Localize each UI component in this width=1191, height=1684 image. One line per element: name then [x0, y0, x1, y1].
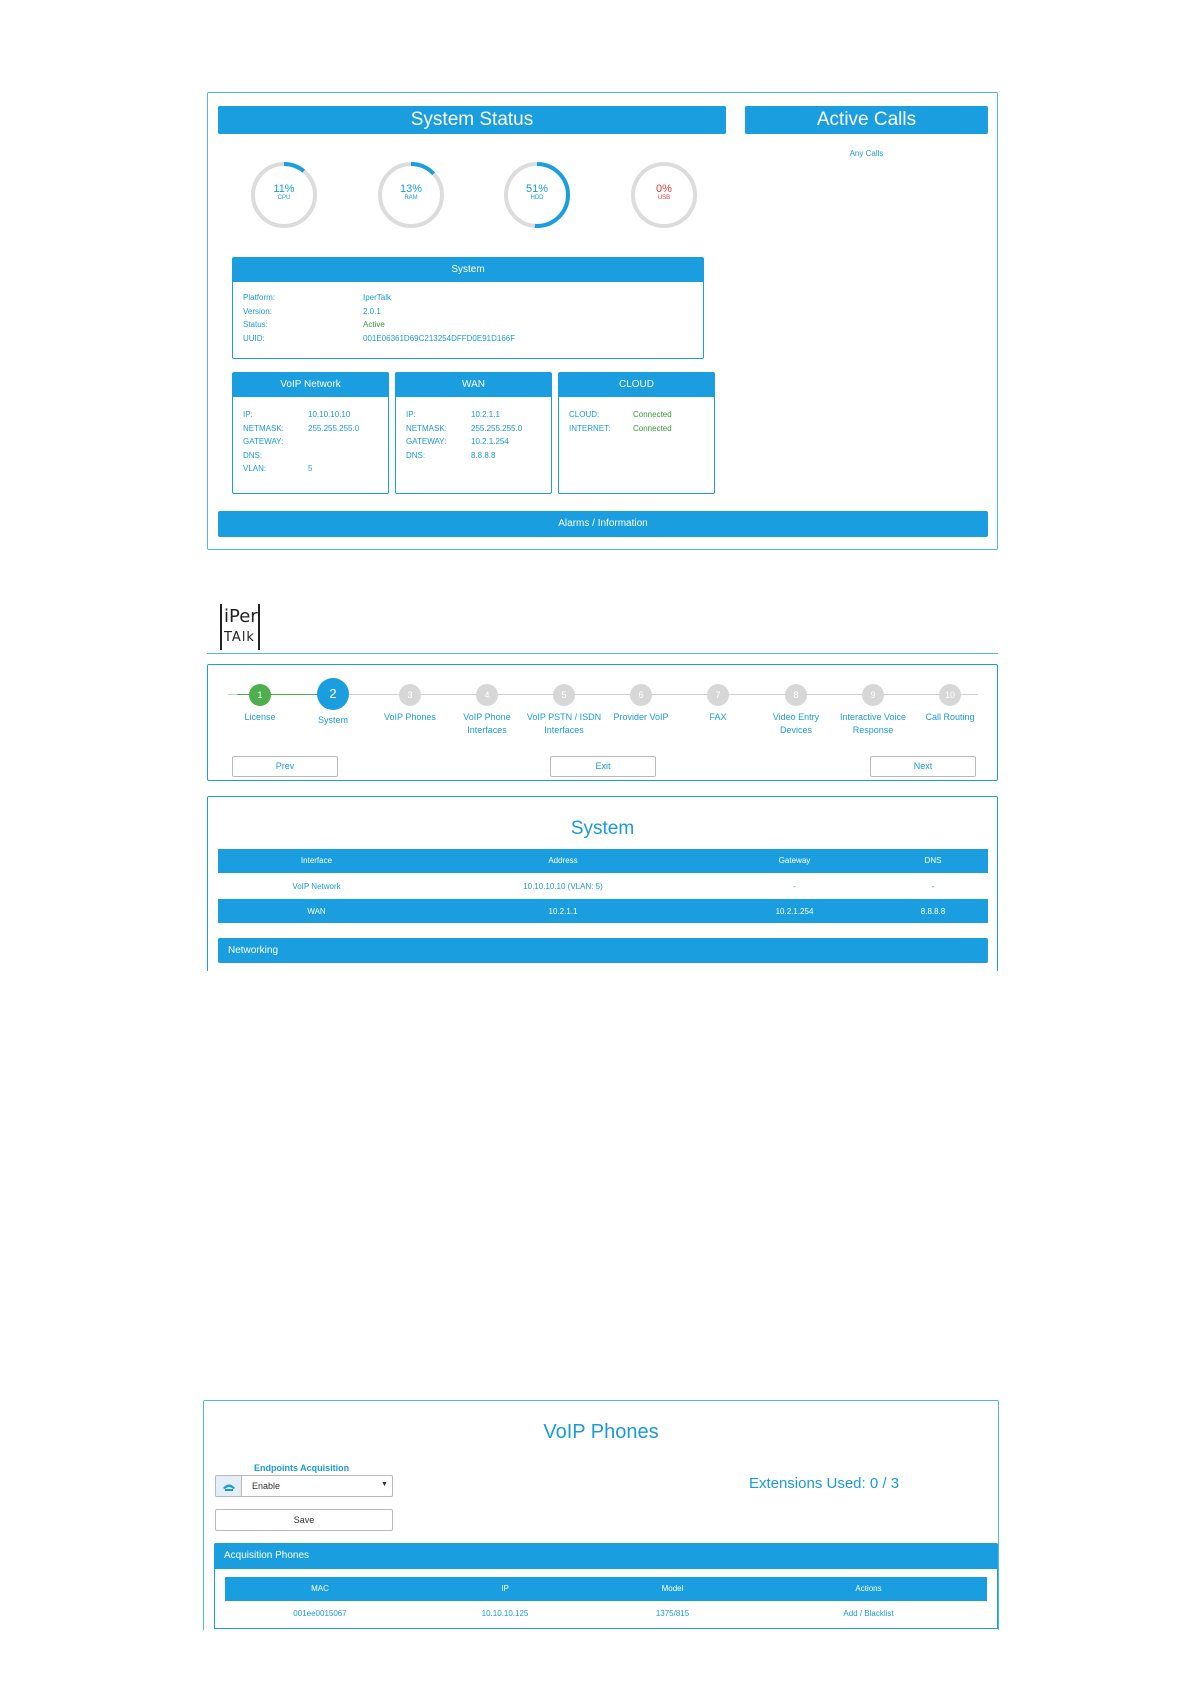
system-info-panel [232, 257, 704, 359]
kv-value: 255.255.255.0 [471, 423, 523, 433]
endpoints-select[interactable] [215, 1475, 393, 1497]
save-button[interactable]: Save [215, 1509, 393, 1531]
table-row [218, 899, 988, 923]
step-3-label[interactable]: VoIP Phones [384, 712, 436, 722]
step-7-circle[interactable]: 7 [707, 684, 729, 706]
col-interface-header: Interface [300, 856, 333, 865]
gauge-label: HDD [530, 195, 544, 201]
acquisition-phones-panel [214, 1569, 998, 1629]
kv-key: UUID: [243, 333, 265, 343]
system-info-title: System [233, 258, 703, 282]
gauge-label: USB [657, 195, 671, 201]
endpoints-acquisition-label: Endpoints Acquisition [254, 1463, 350, 1473]
gauge-value: 11% [273, 183, 295, 195]
cell-model: 1375/815 [655, 1609, 690, 1618]
kv-key: GATEWAY: [243, 437, 284, 446]
kv-key: DNS: [243, 450, 263, 460]
step-4-circle[interactable]: 4 [476, 684, 498, 706]
kv-value: Connected [633, 423, 672, 433]
gauge-label: RAM [404, 195, 418, 201]
gauge-ram [377, 161, 445, 229]
kv-key: IP: [243, 410, 253, 419]
col-actions-header: Actions [855, 1584, 882, 1593]
gauge-value: 51% [525, 183, 549, 195]
step-2-label[interactable]: System [317, 715, 348, 725]
cell-dns: - [931, 882, 935, 891]
kv-value: 8.8.8.8 [471, 450, 496, 460]
kv-key: DNS: [406, 450, 426, 460]
cloud-title: CLOUD [559, 373, 714, 397]
voip-network-title: VoIP Network [233, 373, 388, 397]
prev-button[interactable]: Prev [232, 756, 338, 777]
kv-value: 10.2.1.254 [471, 437, 509, 446]
system-section-title: System [570, 818, 635, 839]
col-gateway-header: Gateway [778, 856, 811, 865]
step-9-circle[interactable]: 9 [862, 684, 884, 706]
step-10-circle[interactable]: 10 [939, 684, 961, 706]
cell-ip: 10.10.10.125 [481, 1609, 529, 1618]
step-7-label[interactable]: FAX [709, 712, 727, 722]
step-8-label[interactable]: Video Entry Devices [772, 712, 820, 735]
status-value: Active [363, 320, 385, 329]
alarms-information-bar[interactable]: Alarms / Information [218, 511, 988, 537]
kv-value: 10.2.1.1 [471, 410, 500, 419]
cell-interface: VoIP Network [292, 882, 341, 891]
kv-key: Version: [243, 306, 272, 316]
voip-phones-screen [203, 1400, 999, 1630]
next-button[interactable]: Next [870, 756, 976, 777]
step-10-label[interactable]: Call Routing [925, 712, 975, 722]
kv-key: CLOUD: [569, 410, 600, 419]
kv-value: 255.255.255.0 [308, 423, 360, 433]
endpoints-select-value: Enable [252, 1481, 281, 1491]
cell-dns: 8.8.8.8 [920, 907, 946, 916]
gauge-hdd [503, 161, 571, 229]
header-divider [207, 653, 998, 654]
kv-key: GATEWAY: [406, 437, 447, 446]
phone-icon [216, 1476, 242, 1496]
kv-key: Platform: [243, 293, 276, 302]
active-calls-title: Active Calls [745, 106, 988, 134]
kv-value: 10.10.10.10 [308, 410, 351, 419]
voip-network-panel [232, 372, 389, 494]
kv-key: Status: [243, 320, 268, 329]
cell-address: 10.2.1.1 [548, 907, 578, 916]
kv-value: 5 [308, 464, 313, 473]
logo-text-top: iPer [224, 606, 258, 627]
logo-text-bottom: TAlk [224, 630, 255, 645]
cell-gateway: - [793, 882, 796, 891]
step-3-circle[interactable]: 3 [399, 684, 421, 706]
table-row [225, 1603, 987, 1625]
system-status-screen [207, 92, 998, 550]
step-5-circle[interactable]: 5 [553, 684, 575, 706]
col-mac-header: MAC [311, 1584, 329, 1593]
kv-key: NETMASK: [243, 423, 284, 433]
col-address-header: Address [548, 856, 578, 865]
active-calls-subtitle: Any Calls [849, 149, 884, 158]
kv-key: IP: [406, 410, 416, 419]
kv-value: IperTalk [363, 293, 392, 302]
col-model-header: Model [661, 1584, 684, 1593]
col-ip-header: IP [501, 1584, 509, 1593]
step-5-label[interactable]: VoIP PSTN / ISDN Interfaces [526, 712, 602, 735]
kv-key: VLAN: [243, 464, 267, 473]
step-1-label[interactable]: License [244, 712, 276, 722]
cell-mac: 001ee0015067 [293, 1609, 347, 1618]
voip-phones-title: VoIP Phones [543, 1421, 659, 1443]
step-9-label[interactable]: Interactive Voice Response [839, 712, 907, 735]
col-dns-header: DNS [924, 856, 942, 865]
gauge-cpu [250, 161, 318, 229]
exit-button[interactable]: Exit [550, 756, 656, 777]
wan-panel [395, 372, 552, 494]
cloud-panel [558, 372, 715, 494]
step-1-circle[interactable]: 1 [249, 684, 271, 706]
step-2-circle[interactable]: 2 [317, 678, 349, 710]
kv-key: NETMASK: [406, 423, 447, 433]
kv-value: Connected [633, 410, 672, 419]
step-6-label[interactable]: Provider VoIP [613, 712, 669, 722]
wan-title: WAN [396, 373, 551, 397]
kv-value: 2.0.1 [363, 306, 381, 316]
kv-value: 001E06361D69C213254DFFD0E91D166F [363, 333, 516, 343]
system-status-title: System Status [218, 106, 726, 134]
extensions-used: Extensions Used: 0 / 3 [748, 1475, 900, 1492]
add-blacklist-link[interactable]: Add / Blacklist [843, 1609, 894, 1618]
gauge-label: CPU [277, 195, 291, 201]
step-8-circle[interactable]: 8 [785, 684, 807, 706]
wizard-panel [207, 664, 998, 781]
cell-gateway: 10.2.1.254 [775, 907, 814, 916]
chevron-down-icon: ▼ [381, 1481, 388, 1488]
acquisition-phones-bar: Acquisition Phones [214, 1543, 998, 1569]
gauge-usb [630, 161, 698, 229]
gauge-value: 13% [399, 183, 423, 195]
table-row [218, 874, 988, 898]
acquisition-table-header [225, 1577, 987, 1601]
gauge-value: 0% [656, 183, 672, 195]
step-4-label[interactable]: VoIP Phone Interfaces [463, 712, 511, 735]
kv-key: INTERNET: [569, 423, 611, 433]
system-table-header [218, 849, 988, 873]
networking-bar[interactable]: Networking [218, 938, 988, 963]
system-section [207, 796, 998, 971]
step-6-circle[interactable]: 6 [630, 684, 652, 706]
cell-interface: WAN [307, 907, 326, 916]
ipertalk-logo [220, 604, 264, 650]
cell-address: 10.10.10.10 (VLAN: 5) [523, 882, 603, 891]
